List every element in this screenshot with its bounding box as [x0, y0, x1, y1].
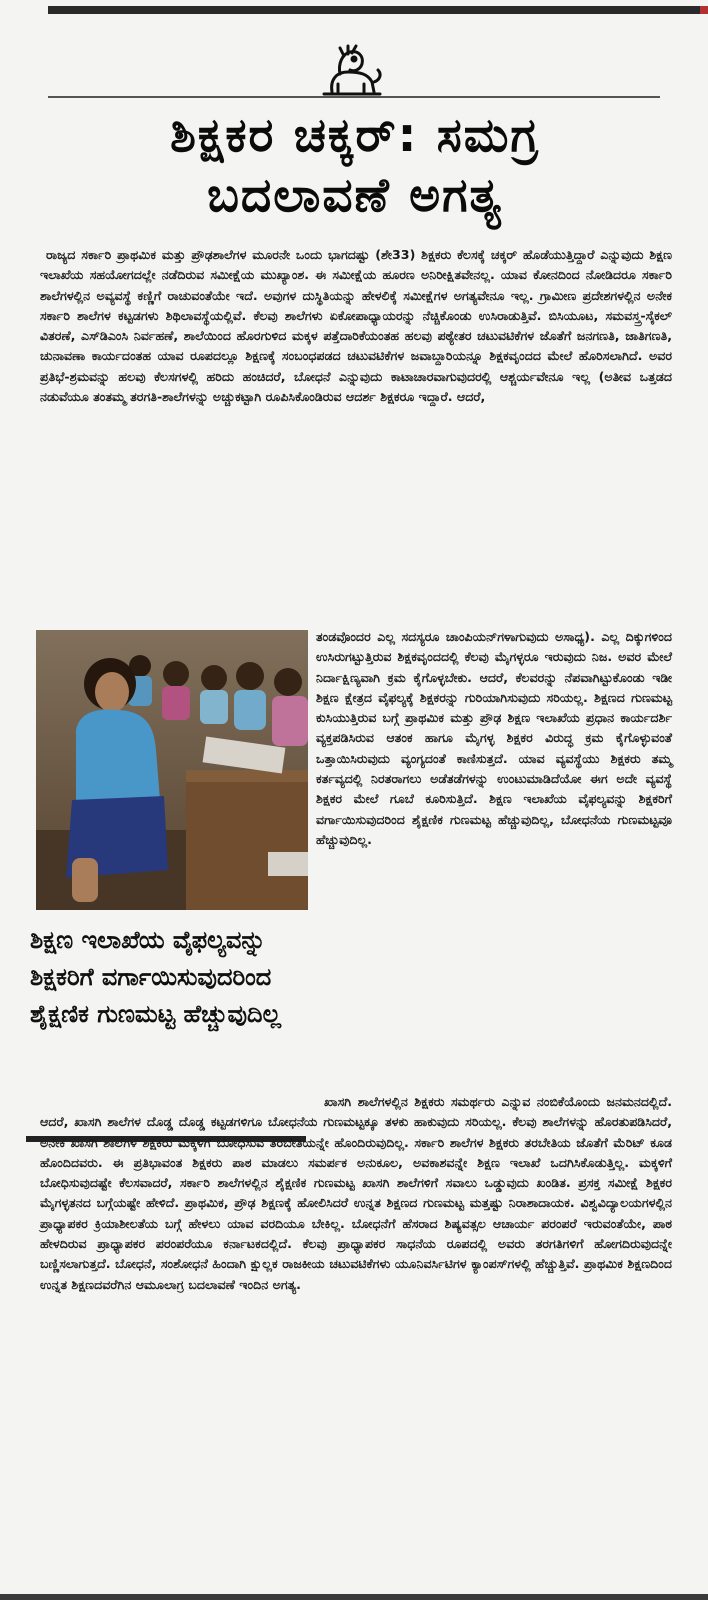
pull-quote: ಶಿಕ್ಷಣ ಇಲಾಖೆಯ ವೈಫಲ್ಯವನ್ನು ಶಿಕ್ಷಕರಿಗೆ ವರ್ಗಾಯಿಸುವುದರಿಂದ ಶೈಕ್ಷಣಿಕ ಗುಣಮಟ್ಟ ಹೆಚ್ಚುವುದಿಲ್ಲ	[30, 926, 281, 1028]
bottom-border-rule	[0, 1594, 708, 1600]
top-border-rule	[48, 6, 708, 14]
article-paragraph-private-schools: ಖಾಸಗಿ ಶಾಲೆಗಳಲ್ಲಿನ ಶಿಕ್ಷಕರು ಸಮರ್ಥರು ಎನ್ನುವ ನಂಬಿಕೆಯೊಂದು ಜನಮನದಲ್ಲಿದೆ. ಆದರೆ, ಖಾಸಗಿ ಶಾಲೆಗಳ ದೊಡ್ಡ ದೊಡ್ಡ ಕಟ್ಟಡಗಳಿಗೂ ಬೋಧನೆಯ ಗುಣಮಟ್ಟಕ್ಕೂ ತಳಕು ಹಾಕುವುದು ಸರಿಯಲ್ಲ. ಕೆಲವು ಶಾಲೆಗಳನ್ನು ಹೊರತುಪಡಿಸಿದರೆ, ಅನೇಕ ಖಾಸಗಿ ಶಾಲೆಗಳ ಶಿಕ್ಷಕರು ಮಕ್ಕಳಿಗೆ ಬೋಧಿಸುವ ತರಬೇತಿಯನ್ನೇ ಹೊಂದಿರುವುದಿಲ್ಲ. ಸರ್ಕಾರಿ ಶಾಲೆಗಳ ಶಿಕ್ಷಕರು ತರಬೇತಿಯ ಜೊತೆಗೆ ಮೆರಿಟ್ ಕೂಡ ಹೊಂದಿದವರು. ಈ ಪ್ರತಿಭಾವಂತ ಶಿಕ್ಷಕರು ಪಾಠ ಮಾಡಲು ಸಮರ್ಪಕ ಅನುಕೂಲ, ಅವಕಾಶವನ್ನೇ ಶಿಕ್ಷಣ ಇಲಾಖೆ ಒದಗಿಸಿಕೊಡುತ್ತಿಲ್ಲ. ಮಕ್ಕಳಿಗೆ ಬೋಧಿಸುವುದಷ್ಟೇ ಕೆಲಸವಾದರೆ, ಸರ್ಕಾರಿ ಶಾಲೆಗಳಲ್ಲಿನ ಶೈಕ್ಷಣಿಕ ಗುಣಮಟ್ಟ ಖಾಸಗಿ ಶಾಲೆಗಳಿಗೆ ಸವಾಲು ಒಡ್ಡುವುದು ಖಂಡಿತ. ಪ್ರಸಕ್ತ ಸಮೀಕ್ಷೆ ಶಿಕ್ಷಕರ ಮೈಗಳ್ಳತನದ ಬಗ್ಗೆಯಷ್ಟೇ ಹೇಳಿದೆ. ಪ್ರಾಥಮಿಕ, ಪ್ರೌಢ ಶಿಕ್ಷಣಕ್ಕೆ ಹೋಲಿಸಿದರೆ ಉನ್ನತ ಶಿಕ್ಷಣದ ಗುಣಮಟ್ಟ ಮತ್ತಷ್ಟು ನಿರಾಶಾದಾಯಕ. ವಿಶ್ವವಿದ್ಯಾಲಯಗಳಲ್ಲಿನ ಪ್ರಾಧ್ಯಾಪಕರ ಕ್ರಿಯಾಶೀಲತೆಯ ಬಗ್ಗೆ ಹೇಳಲು ಯಾವ ವರದಿಯೂ ಬೇಕಿಲ್ಲ. ಬೋಧನೆಗೆ ಹೆಸರಾದ ಶಿಷ್ಯವತ್ಸಲ ಆಚಾರ್ಯ ಪರಂಪರೆ ಇರುವಂತೆಯೇ, ಪಾಠ ಹೇಳದಿರುವ ಪ್ರಾಧ್ಯಾಪಕರ ಪರಂಪರೆಯೂ ಕರ್ನಾಟಕದಲ್ಲಿದೆ. ಕೆಲವು ಪ್ರಾಧ್ಯಾಪಕರ ಸಾಧನೆಯ ರೂಪದಲ್ಲಿ ಅವರು ತರಗತಿಗಳಿಗೆ ಹೋಗದಿರುವುದನ್ನೇ ಬಣ್ಣಿಸಲಾಗುತ್ತದೆ. ಬೋಧನೆ, ಸಂಶೋಧನೆ ಹಿಂದಾಗಿ ಕ್ಷುಲ್ಲಕ ರಾಜಕೀಯ ಚಟುವಟಿಕೆಗಳು ಯೂನಿವರ್ಸಿಟಿಗಳ ಕ್ಯಾಂಪಸ್‌ಗಳಲ್ಲಿ ಹೆಚ್ಚುತ್ತಿವೆ. ಪ್ರಾಥಮಿಕ ಶಿಕ್ಷಣದಿಂದ ಉನ್ನತ ಶಿಕ್ಷಣದವರೆಗಿನ ಆಮೂಲಾಗ್ರ ಬದಲಾವಣೆ ಇಂದಿನ ಅಗತ್ಯ.	[40, 1094, 672, 1292]
headline-line-1: ಶಿಕ್ಷಕರ ಚಕ್ಕರ್: ಸಮಗ್ರ	[170, 108, 540, 163]
article-paragraph-right-column: ತಂಡವೊಂದರ ಎಲ್ಲ ಸದಸ್ಯರೂ ಚಾಂಪಿಯನ್‌ಗಳಾಗುವುದು ಅಸಾಧ್ಯ). ಎಲ್ಲ ದಿಕ್ಕುಗಳಿಂದ ಉಸಿರುಗಟ್ಟುತ್ತಿರುವ ಶಿಕ್ಷಕವೃಂದದಲ್ಲಿ ಕೆಲವು ಮೈಗಳ್ಳರೂ ಇರುವುದು ನಿಜ. ಅವರ ಮೇಲೆ ನಿರ್ದಾಕ್ಷಿಣ್ಯವಾಗಿ ಕ್ರಮ ಕೈಗೊಳ್ಳಬೇಕು. ಆದರೆ, ಕೆಲವರನ್ನು ನೆಪವಾಗಿಟ್ಟುಕೊಂಡು ಇಡೀ ಶಿಕ್ಷಣ ಕ್ಷೇತ್ರದ ವೈಫಲ್ಯಕ್ಕೆ ಶಿಕ್ಷಕರನ್ನು ಗುರಿಯಾಗಿಸುವುದು ಸರಿಯಲ್ಲ. ಶಿಕ್ಷಣದ ಗುಣಮಟ್ಟ ಕುಸಿಯುತ್ತಿರುವ ಬಗ್ಗೆ ಪ್ರಾಥಮಿಕ ಮತ್ತು ಪ್ರೌಢ ಶಿಕ್ಷಣ ಇಲಾಖೆಯ ಪ್ರಧಾನ ಕಾರ್ಯದರ್ಶಿ ವ್ಯಕ್ತಪಡಿಸಿರುವ ಆತಂಕ ಹಾಗೂ ಮೈಗಳ್ಳ ಶಿಕ್ಷಕರ ವಿರುದ್ಧ ಕ್ರಮ ಕೈಗೊಳ್ಳುವಂತೆ ಒತ್ತಾಯಿಸಿರುವುದು ವ್ಯಂಗ್ಯದಂತೆ ಕಾಣಿಸುತ್ತದೆ. ಯಾವ ವ್ಯವಸ್ಥೆಯು ಶಿಕ್ಷಕರು ತಮ್ಮ ಕರ್ತವ್ಯದಲ್ಲಿ ನಿರತರಾಗಲು ಅಡೆತಡೆಗಳನ್ನು ಉಂಟುಮಾಡಿದೆಯೋ ಈಗ ಅದೇ ವ್ಯವಸ್ಥೆ ಶಿಕ್ಷಕರ ಮೇಲೆ ಗೂಬೆ ಕೂರಿಸುತ್ತಿದೆ. ಶಿಕ್ಷಣ ಇಲಾಖೆಯ ವೈಫಲ್ಯವನ್ನು ಶಿಕ್ಷಕರಿಗೆ ವರ್ಗಾಯಿಸುವುದರಿಂದ ಶೈಕ್ಷಣಿಕ ಗುಣಮಟ್ಟ ಹೆಚ್ಚುವುದಿಲ್ಲ, ಬೋಧನೆಯ ಗುಣಮಟ್ಟವೂ ಹೆಚ್ಚುವುದಿಲ್ಲ.	[316, 629, 672, 847]
classroom-children-photo	[36, 630, 308, 910]
article-paragraph-intro: ರಾಜ್ಯದ ಸರ್ಕಾರಿ ಪ್ರಾಥಮಿಕ ಮತ್ತು ಪ್ರೌಢಶಾಲೆಗಳ ಮೂರನೇ ಒಂದು ಭಾಗದಷ್ಟು (ಶೇ33) ಶಿಕ್ಷಕರು ಕೆಲಸಕ್ಕೆ ಚಕ್ಕರ್ ಹೊಡೆಯುತ್ತಿದ್ದಾರೆ ಎನ್ನುವುದು ಶಿಕ್ಷಣ ಇಲಾಖೆಯ ಸಹಯೋಗದಲ್ಲೇ ನಡೆದಿರುವ ಸಮೀಕ್ಷೆಯ ಮುಖ್ಯಾಂಶ. ಈ ಸಮೀಕ್ಷೆಯ ಹೂರಣ ಅನಿರೀಕ್ಷಿತವೇನಲ್ಲ. ಯಾವ ಕೋನದಿಂದ ನೋಡಿದರೂ ಸರ್ಕಾರಿ ಶಾಲೆಗಳಲ್ಲಿನ ಅವ್ಯವಸ್ಥೆ ಕಣ್ಣಿಗೆ ರಾಚುವಂತೆಯೇ ಇದೆ. ಅವುಗಳ ದುಸ್ಥಿತಿಯನ್ನು ಹೇಳಲಿಕ್ಕೆ ಸಮೀಕ್ಷೆಗಳ ಅಗತ್ಯವೇನೂ ಇಲ್ಲ. ಗ್ರಾಮೀಣ ಪ್ರದೇಶಗಳಲ್ಲಿನ ಅನೇಕ ಸರ್ಕಾರಿ ಶಾಲೆಗಳ ಕಟ್ಟಡಗಳು ಶಿಥಿಲಾವಸ್ಥೆಯಲ್ಲಿವೆ. ಕೆಲವು ಶಾಲೆಗಳು ಏಕೋಪಾಧ್ಯಾಯರನ್ನು ನೆಚ್ಚಿಕೊಂಡು ಉಸಿರಾಡುತ್ತಿವೆ. ಬಿಸಿಯೂಟ, ಸಮವಸ್ತ್ರ-ಸೈಕಲ್ ವಿತರಣೆ, ಎಸ್‌ಡಿಎಂಸಿ ನಿರ್ವಹಣೆ, ಶಾಲೆಯಿಂದ ಹೊರಗುಳಿದ ಮಕ್ಕಳ ಪತ್ತೆದಾರಿಕೆಯಂತಹ ಹಲವು ಪಠ್ಯೇತರ ಚಟುವಟಿಕೆಗಳ ಜೊತೆಗೆ ಜನಗಣತಿ, ಜಾತಿಗಣತಿ, ಚುನಾವಣಾ ಕಾರ್ಯದಂತಹ ಯಾವ ರೂಪದಲ್ಲೂ ಶಿಕ್ಷಣಕ್ಕೆ ಸಂಬಂಧಪಡದ ಚಟುವಟಿಕೆಗಳ ಜವಾಬ್ದಾರಿಯನ್ನೂ ಶಿಕ್ಷಕವೃಂದದ ಮೇಲೆ ಹೊರಿಸಲಾಗಿದೆ. ಅವರ ಪ್ರತಿಭೆ-ಶ್ರಮವನ್ನು ಹಲವು ಕೆಲಸಗಳಲ್ಲಿ ಹರಿದು ಹಂಚಿದರೆ, ಬೋಧನೆ ಎನ್ನುವುದು ಕಾಟಾಚಾರವಾಗುವುದರಲ್ಲಿ ಆಶ್ಚರ್ಯವೇನೂ ಇಲ್ಲ (ಅತೀವ ಒತ್ತಡದ ನಡುವೆಯೂ ತಂತಮ್ಮ ತರಗತಿ-ಶಾಲೆಗಳನ್ನು ಅಚ್ಚುಕಟ್ಟಾಗಿ ರೂಪಿಸಿಕೊಂಡಿರುವ ಆದರ್ಶ ಶಿಕ್ಷಕರೂ ಇದ್ದಾರೆ. ಆದರೆ,	[40, 247, 672, 405]
lion-emblem-icon	[318, 44, 386, 98]
top-border-accent	[700, 6, 708, 14]
article-headline	[40, 106, 670, 226]
masthead-rule	[48, 96, 660, 98]
headline-line-2: ಬದಲಾವಣೆ ಅಗತ್ಯ	[207, 168, 503, 223]
